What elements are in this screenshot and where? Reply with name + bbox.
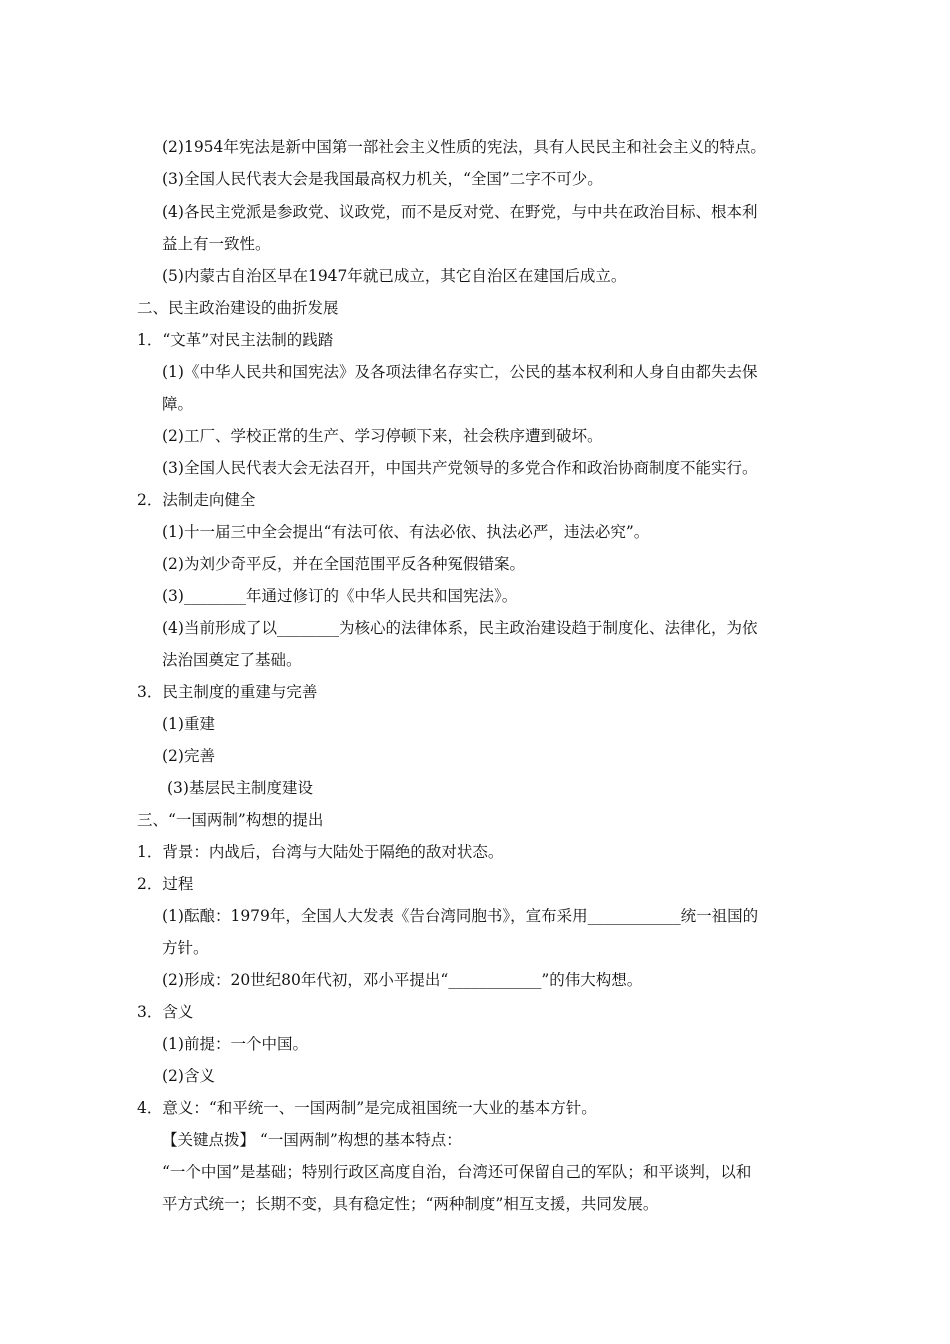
text-line: (4)当前形成了以________为核心的法律体系，民主政治建设趋于制度化、法律化，为依 bbox=[162, 619, 758, 637]
text-line: (1)十一届三中全会提出“有法可依、有法必依、执法必严，违法必究”。 bbox=[162, 523, 650, 541]
subsection-heading: 2．法制走向健全 bbox=[137, 491, 256, 509]
text-line: (3)基层民主制度建设 bbox=[167, 779, 313, 797]
section-heading: 二、民主政治建设的曲折发展 bbox=[137, 299, 339, 317]
text-line: 障。 bbox=[162, 395, 194, 413]
text-line: (2)为刘少奇平反，并在全国范围平反各种冤假错案。 bbox=[162, 555, 525, 573]
text-line: (4)各民主党派是参政党、议政党，而不是反对党、在野党，与中共在政治目标、根本利 bbox=[162, 203, 758, 221]
key-point-heading: 【关键点拨】 “一国两制”构想的基本特点： bbox=[162, 1131, 462, 1149]
text-line: (1)前提：一个中国。 bbox=[162, 1035, 308, 1053]
section-heading: 三、“一国两制”构想的提出 bbox=[137, 811, 324, 829]
text-line: (3)全国人民代表大会无法召开，中国共产党领导的多党合作和政治协商制度不能实行。 bbox=[162, 459, 758, 477]
subsection-heading: 3．含义 bbox=[137, 1003, 194, 1021]
text-line: 益上有一致性。 bbox=[162, 235, 271, 253]
text-line: (3)全国人民代表大会是我国最高权力机关，“全国”二字不可少。 bbox=[162, 170, 603, 188]
text-line: (2)含义 bbox=[162, 1067, 215, 1085]
text-line: 方针。 bbox=[162, 939, 209, 957]
text-line: (2)1954年宪法是新中国第一部社会主义性质的宪法，具有人民民主和社会主义的特点。 bbox=[162, 138, 766, 156]
text-line: (2)工厂、学校正常的生产、学习停顿下来，社会秩序遭到破坏。 bbox=[162, 427, 603, 445]
subsection-heading: 1．背景：内战后，台湾与大陆处于隔绝的敌对状态。 bbox=[137, 843, 504, 861]
text-line: (1)酝酿：1979年，全国人大发表《告台湾同胞书》，宣布采用____________统一祖国的 bbox=[162, 907, 759, 925]
text-line: (2)形成：20世纪80年代初，邓小平提出“____________”的伟大构想。 bbox=[162, 971, 643, 989]
text-line: (3)________年通过修订的《中华人民共和国宪法》。 bbox=[162, 587, 518, 605]
subsection-heading: 4．意义：“和平统一、一国两制”是完成祖国统一大业的基本方针。 bbox=[137, 1099, 597, 1117]
text-line: 平方式统一；长期不变，具有稳定性；“两种制度”相互支援，共同发展。 bbox=[162, 1195, 659, 1213]
text-line: (2)完善 bbox=[162, 747, 215, 765]
text-line: (1)重建 bbox=[162, 715, 215, 733]
subsection-heading: 2．过程 bbox=[137, 875, 194, 893]
text-line: (1)《中华人民共和国宪法》及各项法律名存实亡，公民的基本权利和人身自由都失去保 bbox=[162, 363, 758, 381]
text-line: “一个中国”是基础；特别行政区高度自治，台湾还可保留自己的军队；和平谈判，以和 bbox=[162, 1163, 752, 1181]
subsection-heading: 3．民主制度的重建与完善 bbox=[137, 683, 318, 701]
subsection-heading: 1．“文革”对民主法制的践踏 bbox=[137, 331, 334, 349]
text-line: 法治国奠定了基础。 bbox=[162, 651, 302, 669]
text-line: (5)内蒙古自治区早在1947年就已成立，其它自治区在建国后成立。 bbox=[162, 267, 627, 285]
